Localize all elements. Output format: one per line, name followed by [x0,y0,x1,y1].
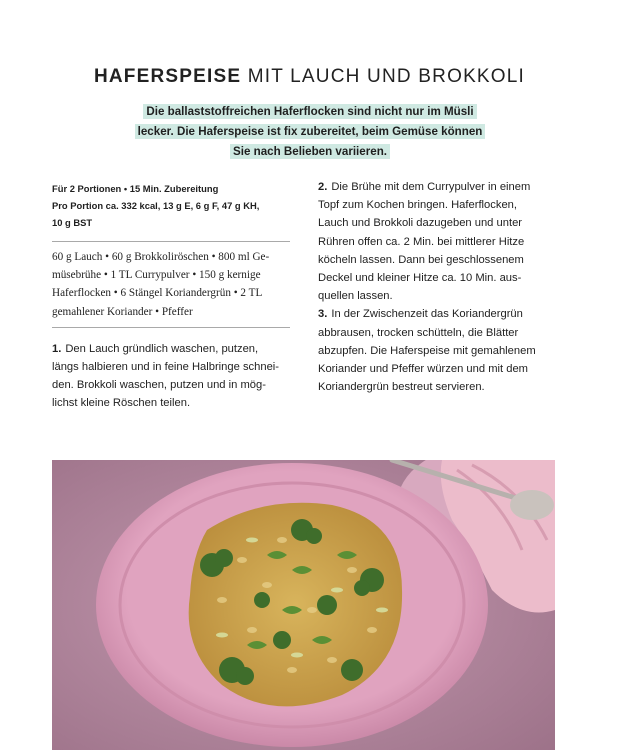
ingredient-line: müsebrühe • 1 TL Currypulver • 150 g kernige [52,269,261,282]
portion-info [52,180,290,231]
step-line: Koriander und Pfeffer würzen und mit dem [318,363,528,376]
step-line: abbrausen, trocken schütteln, die Blätter [318,326,519,339]
ingredient-list [52,248,290,321]
meta-line: Pro Portion ca. 332 kcal, 13 g E, 6 g F, 47 g KH, [52,200,260,211]
step-line: Koriandergrün bestreut servieren. [318,381,485,394]
step-3 [318,305,568,396]
recipe-title [0,66,619,88]
intro-line: Sie nach Belieben variieren. [230,144,390,159]
recipe-title-rest: MIT LAUCH UND BROKKOLI [247,66,526,87]
meta-line: Für 2 Portionen • 15 Min. Zubereitung [52,183,219,194]
step-line: Topf zum Kochen bringen. Haferflocken, [318,199,517,212]
step-line: Rühren offen ca. 2 Min. bei mittlerer Hitze [318,235,525,248]
step-line: den. Brokkoli waschen, putzen und in mög- [52,379,266,392]
step-line: In der Zwischenzeit das Koriandergrün [331,308,523,321]
step-1 [52,340,290,413]
step-line: köcheln lassen. Dann bei geschlossenem [318,253,524,266]
right-column [318,178,568,396]
left-column [52,180,290,413]
step-line: Deckel und kleiner Hitze ca. 10 Min. aus- [318,272,522,285]
spoon-icon [510,490,554,520]
intro-line: Die ballaststoffreichen Haferflocken sind nicht nur im Müsli [143,104,476,119]
ingredient-line: gemahlener Koriander • Pfeffer [52,305,193,318]
ingredient-line: 60 g Lauch • 60 g Brokkoliröschen • 800 ml Ge- [52,251,270,263]
step-line: abzupfen. Die Haferspeise mit gemahlenem [318,344,536,357]
step-number: 3. [318,308,328,321]
step-number: 1. [52,342,62,355]
recipe-photo [52,460,555,750]
recipe-intro [100,102,520,162]
recipe-title-bold: HAFERSPEISE [93,66,242,87]
step-2 [318,178,568,305]
step-line: lichst kleine Röschen teilen. [52,397,191,410]
step-line: Den Lauch gründlich waschen, putzen, [65,342,259,355]
step-line: Lauch und Brokkoli dazugeben und unter [318,217,523,230]
step-line: quellen lassen. [318,290,393,303]
divider [52,327,290,328]
meta-line: 10 g BST [52,217,93,228]
intro-line: lecker. Die Haferspeise ist fix zubereitet, beim Gemüse können [135,124,486,139]
step-line: längs halbieren und in feine Halbringe schnei- [52,361,280,374]
step-line: Die Brühe mit dem Currypulver in einem [331,181,531,193]
ingredient-line: Haferflocken • 6 Stängel Koriandergrün • 2 TL [52,287,263,300]
step-number: 2. [318,181,328,193]
divider [52,241,290,242]
